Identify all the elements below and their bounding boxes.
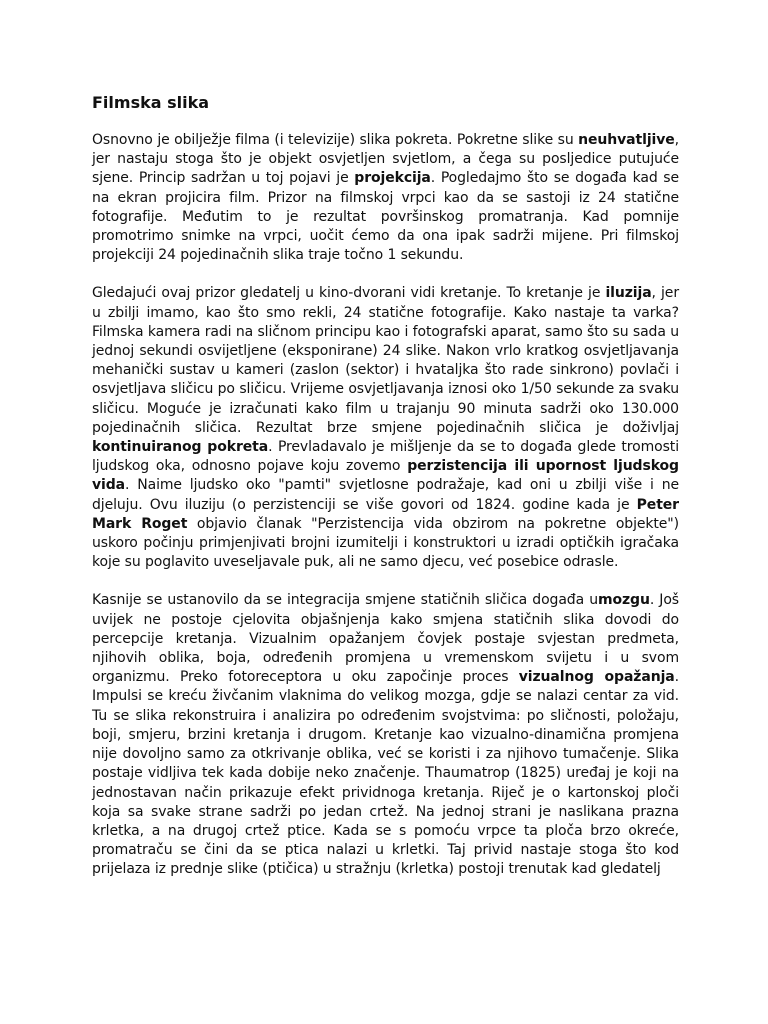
paragraph-1: [92, 131, 679, 265]
bold-term: vizualnog opažanja: [518, 669, 675, 686]
paragraph-3: [92, 591, 679, 879]
text-run: . Pogledajmo što se događa kad se na ekran projicira film. Prizor na filmskoj vrpci kao da se sastoji iz 24 statične fotografije. Međutim to je rezultat površinskog promatranja. Kad pomnije promotrimo snimke na vrpci, uočit ćemo da ona ipak sadrži mijene. Pri filmskoj projekciji 24 pojedinačnih slika traje točno 1 sekundu.: [92, 170, 679, 264]
bold-term: neuhvatljive: [578, 132, 675, 148]
text-run: Osnovno je obilježje filma (i televizije) slika pokreta. Pokretne slike su: [92, 132, 579, 148]
text-run: Kasnije se ustanovilo da se integracija smjene statičnih sličica događa u: [92, 592, 598, 609]
bold-term: kontinuiranog pokreta: [92, 439, 269, 456]
text-run: . Prevladavalo je mišljenje da se to događa glede tromosti ljudskog oka, odnosno pojave koju zovemo: [92, 439, 679, 475]
text-run: . Naime ljudsko oko "pamti" svjetlosne podražaje, kad oni u zbilji više i ne djeluju. Ovu iluziju (o perzistenciji se više govori od 1824. godine kada je: [92, 477, 679, 513]
bold-term: Peter Mark Roget: [92, 496, 679, 532]
bold-term: iluzija: [605, 285, 652, 302]
text-run: , jer u zbilji imamo, kao što smo rekli, 24 statične fotografije. Kako nastaje ta varka? Filmska kamera radi na sličnom principu kao i fotografski aparat, samo što su sada u jednoj sekundi osvijetljene (eksponirane) 24 slike. Nakon vrlo kratkog osvjetljavanja mehanički sustav u kameri (zaslon (sektor) i hvataljka što rade sinkrono) povlači i osvjetljava sličicu po sličicu. Vrijeme osvjetljavanja iznosi oko 1/50 sekunde za svaku sličicu. Moguće je izračunati kako film u trajanju 90 minuta sadrži oko 130.000 pojedinačnih sličica. Rezultat brze smjene pojedinačnih sličica je doživljaj: [92, 285, 679, 436]
paragraph-2: [92, 284, 679, 572]
text-run: . Impulsi se kreću živčanim vlaknima do velikog mozga, gdje se nalazi centar za vid. Tu se slika rekonstruira i analizira po određenim svojstvima: po sličnosti, položaju, boji, smjeru, brzini kretanja i drugom. Kretanje kao vizualno-dinamična promjena nije dovoljno samo za otkrivanje oblika, već se koristi i za njihovo tumačenje. Slika postaje vidljiva tek kada dobije neko značenje. Thaumatrop (1825) uređaj je koji na jednostavan način prikazuje efekt prividnoga kretanja. Riječ je o kartonskoj ploči koja sa svake strane sadrži po jedan crtež. Na jednoj strani je naslikana prazna krletka, a na drugoj crtež ptice. Kada se s pomoću vrpce ta ploča brzo okreće, promatraču se čini da se ptica nalazi u krletki. Taj privid nastaje stoga što kod prijelaza iz prednje slike (ptičica) u stražnju (krletka) postoji trenutak kad gledatelj: [92, 669, 679, 878]
text-run: , jer nastaju stoga što je objekt osvjetljen svjetlom, a čega su posljedice putujuće sjene. Princip sadržan u toj pojavi je: [92, 132, 679, 187]
document-body: [92, 131, 679, 880]
text-run: Gledajući ovaj prizor gledatelj u kino-dvorani vidi kretanje. To kretanje je: [92, 285, 606, 302]
bold-term: projekcija: [354, 170, 431, 187]
bold-term: perzistencija ili upornost ljudskog vida: [92, 458, 679, 494]
document-title: Filmska slika: [92, 93, 210, 112]
text-run: . Još uvijek ne postoje cjelovita objašnjenja kako smjena statičnih slika dovodi do percepcije kretanja. Vizualnim opažanjem čovjek postaje svjestan predmeta, njihovih oblika, boja, određenih promjena u vremenskom svijetu i u svom organizmu. Preko fotoreceptora u oku započinje proces: [92, 592, 679, 686]
bold-term: mozgu: [597, 592, 650, 609]
text-run: objavio članak "Perzistencija vida obzirom na pokretne objekte") uskoro počinju primjenjivati brojni izumitelji i konstruktori u izradi optičkih igračaka koje su poglavito uveseljavale puk, ali ne samo djecu, već posebice odrasle.: [92, 515, 680, 571]
document-page: [92, 92, 679, 899]
